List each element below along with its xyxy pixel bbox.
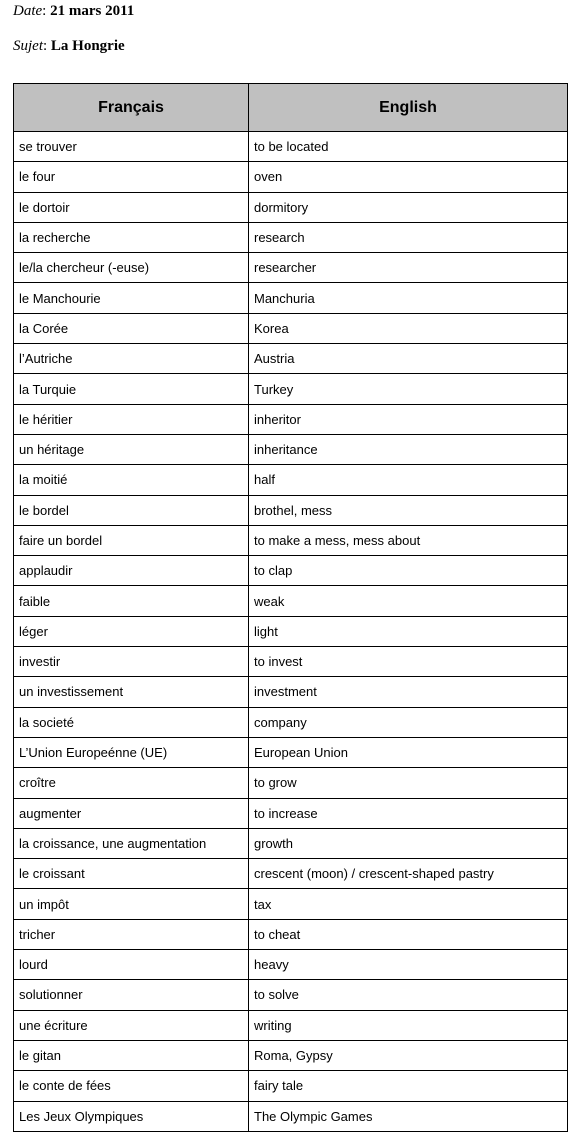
table-row <box>14 859 568 889</box>
english-term: European Union <box>249 737 568 767</box>
english-term: to make a mess, mess about <box>249 525 568 555</box>
french-term: un héritage <box>14 434 249 464</box>
english-term: Roma, Gypsy <box>249 1040 568 1070</box>
english-term: oven <box>249 162 568 192</box>
table-row <box>14 919 568 949</box>
table-row <box>14 616 568 646</box>
english-term: inheritance <box>249 434 568 464</box>
table-row <box>14 980 568 1010</box>
english-term: growth <box>249 828 568 858</box>
french-term: tricher <box>14 919 249 949</box>
vocabulary-table <box>13 83 568 1132</box>
french-term: faible <box>14 586 249 616</box>
french-term: léger <box>14 616 249 646</box>
french-term: un investissement <box>14 677 249 707</box>
table-row <box>14 586 568 616</box>
table-row <box>14 404 568 434</box>
english-term: inheritor <box>249 404 568 434</box>
french-term: un impôt <box>14 889 249 919</box>
english-term: half <box>249 465 568 495</box>
table-row <box>14 222 568 252</box>
date-label: Date <box>13 3 43 19</box>
english-term: tax <box>249 889 568 919</box>
english-term: to be located <box>249 132 568 162</box>
french-term: augmenter <box>14 798 249 828</box>
english-term: investment <box>249 677 568 707</box>
french-term: L’Union Europeénne (UE) <box>14 737 249 767</box>
english-term: to increase <box>249 798 568 828</box>
header-row <box>14 84 568 132</box>
french-term: le gitan <box>14 1040 249 1070</box>
french-term: la societé <box>14 707 249 737</box>
french-term: lourd <box>14 950 249 980</box>
table-row <box>14 1101 568 1131</box>
table-row <box>14 798 568 828</box>
table-row <box>14 525 568 555</box>
date-value: 21 mars 2011 <box>50 3 135 19</box>
french-term: le four <box>14 162 249 192</box>
english-term: light <box>249 616 568 646</box>
vocabulary-rows <box>14 132 568 1132</box>
french-term: croître <box>14 768 249 798</box>
table-row <box>14 556 568 586</box>
table-row <box>14 707 568 737</box>
table-row <box>14 344 568 374</box>
english-term: Korea <box>249 313 568 343</box>
english-term: dormitory <box>249 192 568 222</box>
english-term: researcher <box>249 253 568 283</box>
table-row <box>14 737 568 767</box>
english-term: heavy <box>249 950 568 980</box>
english-term: weak <box>249 586 568 616</box>
french-term: faire un bordel <box>14 525 249 555</box>
table-row <box>14 828 568 858</box>
table-row <box>14 253 568 283</box>
table-row <box>14 1071 568 1101</box>
english-term: to cheat <box>249 919 568 949</box>
english-term: Austria <box>249 344 568 374</box>
french-term: le conte de fées <box>14 1071 249 1101</box>
subject-line: Sujet: La Hongrie <box>13 38 125 54</box>
english-term: to clap <box>249 556 568 586</box>
table-row <box>14 889 568 919</box>
french-term: Les Jeux Olympiques <box>14 1101 249 1131</box>
table-row <box>14 313 568 343</box>
table-row <box>14 768 568 798</box>
english-term: research <box>249 222 568 252</box>
french-term: se trouver <box>14 132 249 162</box>
table-row <box>14 950 568 980</box>
french-term: la moitié <box>14 465 249 495</box>
table-row <box>14 1010 568 1040</box>
english-term: to invest <box>249 647 568 677</box>
subject-label: Sujet <box>13 38 43 54</box>
french-term: la recherche <box>14 222 249 252</box>
table-row <box>14 162 568 192</box>
french-term: la croissance, une augmentation <box>14 828 249 858</box>
table-row <box>14 132 568 162</box>
french-term: le bordel <box>14 495 249 525</box>
table-row <box>14 495 568 525</box>
english-term: crescent (moon) / crescent-shaped pastry <box>249 859 568 889</box>
table-row <box>14 677 568 707</box>
french-term: le héritier <box>14 404 249 434</box>
french-term: le/la chercheur (-euse) <box>14 253 249 283</box>
table-row <box>14 647 568 677</box>
french-term: le dortoir <box>14 192 249 222</box>
english-term: The Olympic Games <box>249 1101 568 1131</box>
english-term: Turkey <box>249 374 568 404</box>
english-term: writing <box>249 1010 568 1040</box>
english-term: company <box>249 707 568 737</box>
english-term: fairy tale <box>249 1071 568 1101</box>
french-term: une écriture <box>14 1010 249 1040</box>
date-line: Date: 21 mars 2011 <box>13 3 135 19</box>
french-term: la Corée <box>14 313 249 343</box>
french-term: le Manchourie <box>14 283 249 313</box>
french-term: investir <box>14 647 249 677</box>
english-term: to grow <box>249 768 568 798</box>
table-row <box>14 465 568 495</box>
header-english: English <box>249 84 568 132</box>
french-term: le croissant <box>14 859 249 889</box>
french-term: la Turquie <box>14 374 249 404</box>
english-term: brothel, mess <box>249 495 568 525</box>
table-row <box>14 192 568 222</box>
table-row <box>14 434 568 464</box>
french-term: l’Autriche <box>14 344 249 374</box>
table-row <box>14 283 568 313</box>
table-row <box>14 374 568 404</box>
french-term: solutionner <box>14 980 249 1010</box>
subject-value: La Hongrie <box>50 38 125 54</box>
header-french: Français <box>14 84 249 132</box>
english-term: Manchuria <box>249 283 568 313</box>
english-term: to solve <box>249 980 568 1010</box>
french-term: applaudir <box>14 556 249 586</box>
table-row <box>14 1040 568 1070</box>
